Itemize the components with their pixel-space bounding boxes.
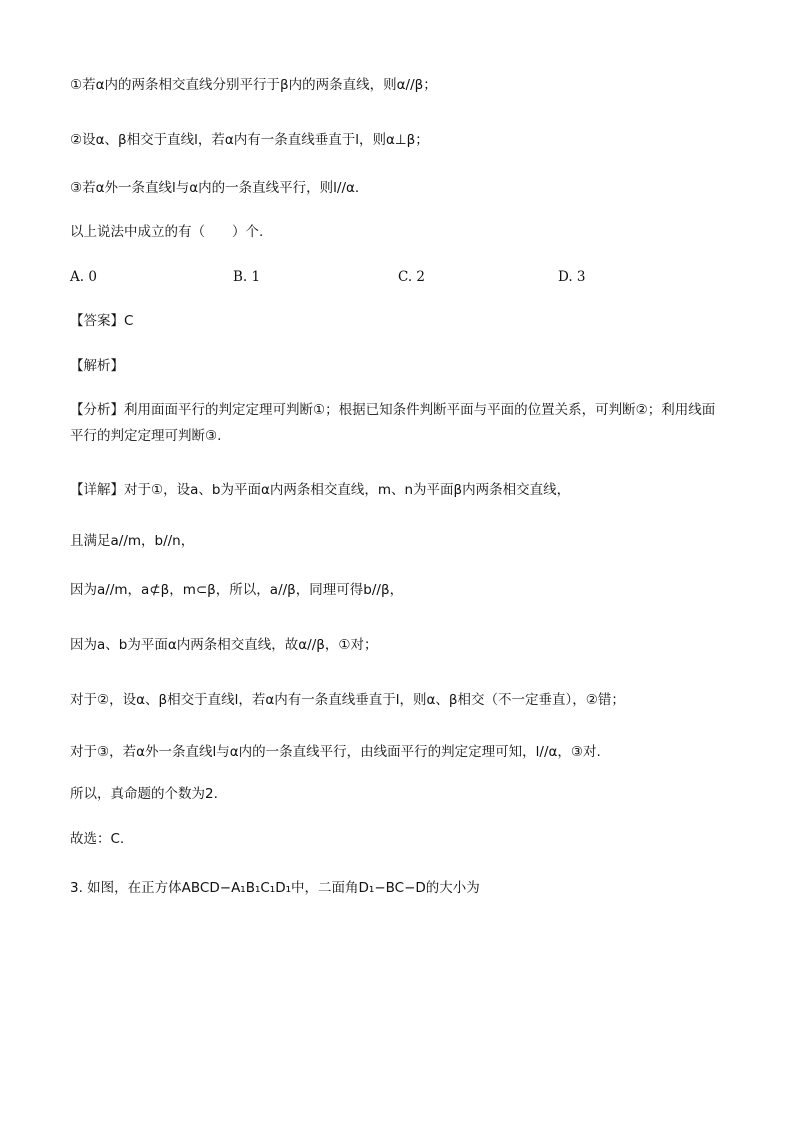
- statement-1: ①若α内的两条相交直线分别平行于β内的两条直线，则α//β；: [70, 77, 437, 93]
- analysis-heading: 【解析】: [70, 358, 124, 374]
- detail-line-8: 故选：C.: [70, 831, 125, 847]
- statement-2: ②设α、β相交于直线l，若α内有一条直线垂直于l，则α⊥β；: [70, 132, 429, 148]
- option-c: C. 2: [398, 269, 426, 285]
- option-d: D. 3: [558, 269, 586, 285]
- option-b: B. 1: [233, 269, 261, 285]
- detail-line-4: 因为a、b为平面α内两条相交直线，故α//β，①对；: [70, 637, 378, 653]
- detail-line-6: 对于③，若α外一条直线l与α内的一条直线平行，由线面平行的判定定理可知，l//α，③对.: [70, 744, 601, 760]
- detail-line-3: 因为a//m，a⊄β，m⊂β，所以，a//β，同理可得b//β，: [70, 582, 404, 598]
- detail-line-7: 所以，真命题的个数为2.: [70, 786, 218, 802]
- detail-line-5: 对于②，设α、β相交于直线l，若α内有一条直线垂直于l，则α、β相交（不一定垂直），②错；: [70, 692, 625, 708]
- answer: 【答案】C: [70, 313, 134, 329]
- analysis-paragraph: 【分析】利用面面平行的判定定理可判断①；根据已知条件判断平面与平面的位置关系，可判断②；利用线面平行的判定定理可判断③.: [70, 402, 716, 444]
- question-text: 以上说法中成立的有（ ）个.: [70, 224, 264, 240]
- statement-3: ③若α外一条直线l与α内的一条直线平行，则l//α.: [70, 180, 360, 196]
- option-a: A. 0: [70, 269, 97, 285]
- next-question: 3. 如图，在正方体ABCD−A₁B₁C₁D₁中，二面角D₁−BC−D的大小为: [70, 880, 480, 896]
- options-row: [70, 268, 730, 286]
- detail-line-2: 且满足a//m，b//n，: [70, 533, 195, 549]
- detail-line-1: 【详解】对于①，设a、b为平面α内两条相交直线，m、n为平面β内两条相交直线，: [70, 482, 571, 498]
